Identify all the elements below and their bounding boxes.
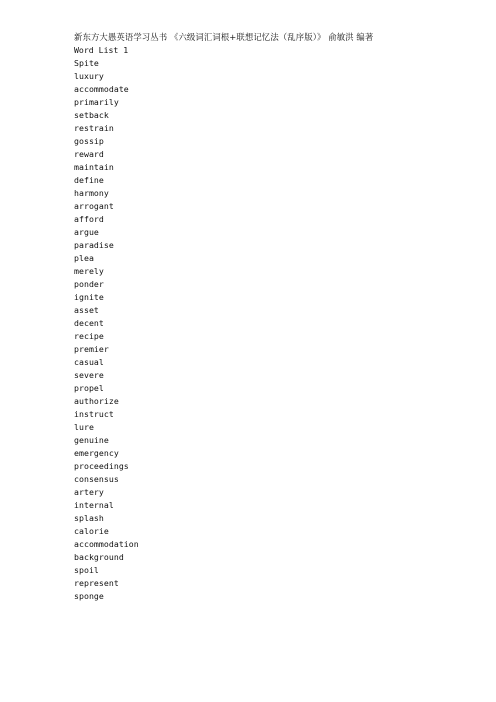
word-item: genuine (74, 435, 109, 445)
word-item: merely (74, 266, 104, 276)
word-item: maintain (74, 162, 114, 172)
word-item: propel (74, 383, 104, 393)
word-item: define (74, 175, 104, 185)
word-item: artery (74, 487, 104, 497)
word-item: lure (74, 422, 94, 432)
word-item: primarily (74, 97, 119, 107)
word-item: recipe (74, 331, 104, 341)
word-item: asset (74, 305, 99, 315)
word-item: casual (74, 357, 104, 367)
word-item: restrain (74, 123, 114, 133)
book-header: 新东方大愚英语学习丛书 《六级词汇词根+联想记忆法（乱序版）》 俞敏洪 编著 (74, 32, 374, 42)
word-item: plea (74, 253, 94, 263)
word-item: consensus (74, 474, 119, 484)
word-list (74, 57, 484, 603)
word-item: severe (74, 370, 104, 380)
word-item: paradise (74, 240, 114, 250)
word-item: gossip (74, 136, 104, 146)
word-item: emergency (74, 448, 119, 458)
word-item: background (74, 552, 124, 562)
word-item: arrogant (74, 201, 114, 211)
word-item: setback (74, 110, 109, 120)
document-content (74, 31, 484, 603)
word-item: decent (74, 318, 104, 328)
word-item: sponge (74, 591, 104, 601)
word-item: afford (74, 214, 104, 224)
word-item: accommodation (74, 539, 139, 549)
word-item: represent (74, 578, 119, 588)
word-item: ponder (74, 279, 104, 289)
word-item: instruct (74, 409, 114, 419)
word-item: harmony (74, 188, 109, 198)
word-item: ignite (74, 292, 104, 302)
word-item: splash (74, 513, 104, 523)
word-item: luxury (74, 71, 104, 81)
word-item: spoil (74, 565, 99, 575)
word-list-title: Word List 1 (74, 45, 129, 55)
word-item: internal (74, 500, 114, 510)
word-item: calorie (74, 526, 109, 536)
word-item: Spite (74, 58, 99, 68)
word-item: argue (74, 227, 99, 237)
word-item: accommodate (74, 84, 129, 94)
word-item: authorize (74, 396, 119, 406)
word-item: premier (74, 344, 109, 354)
word-item: proceedings (74, 461, 129, 471)
word-item: reward (74, 149, 104, 159)
